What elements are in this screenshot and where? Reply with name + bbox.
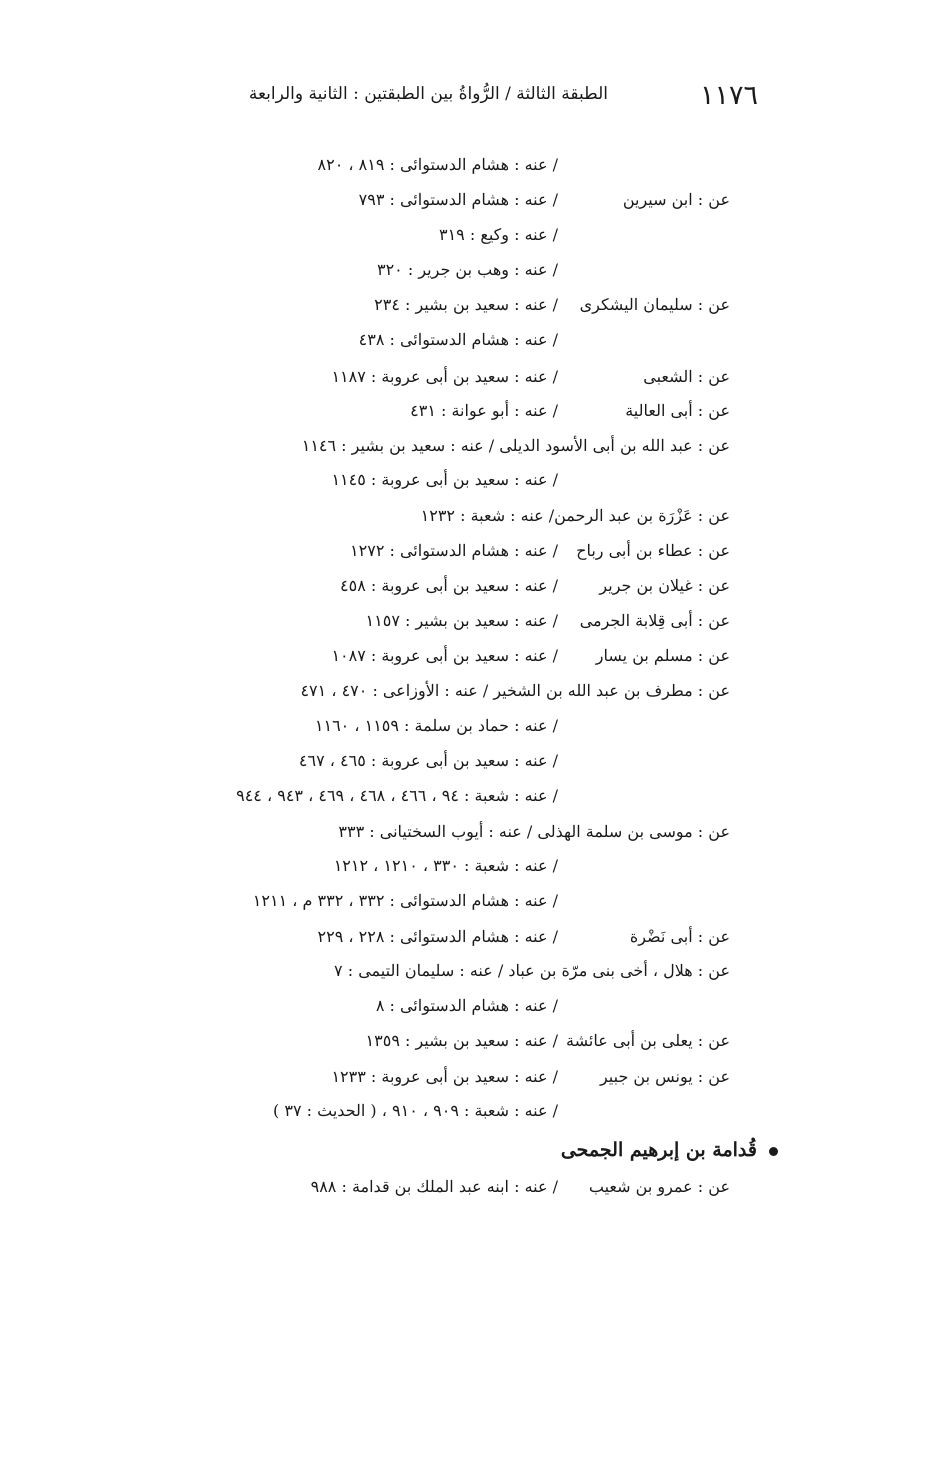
- narrator-to: / عنه : سعيد بن أبى عروبة : ١٢٣٣: [331, 1067, 558, 1086]
- narrator-full-line: عن : مطرف بن عبد الله بن الشخير / عنه : الأوزاعى : ٤٧٠ ، ٤٧١: [300, 681, 730, 700]
- list-item: [0, 886, 948, 916]
- list-item: [0, 431, 948, 461]
- narrator-full-line: عن : موسى بن سلمة الهذلى / عنه : أيوب السختيانى : ٣٣٣: [338, 822, 730, 841]
- narrator-full-line: عن : عبد الله بن أبى الأسود الديلى / عنه : سعيد بن بشير : ١١٤٦: [301, 436, 730, 455]
- narrator-to: / عنه : سعيد بن بشير : ٢٣٤: [374, 295, 558, 314]
- list-item: [0, 150, 948, 180]
- narrator-full-line: عن : هلال ، أخى بنى مرّة بن عباد / عنه : سليمان التيمى : ٧: [334, 961, 730, 980]
- narrator-to: / عنه : سعيد بن بشير : ١٣٥٩: [365, 1031, 558, 1050]
- list-item: [0, 781, 948, 811]
- narrator-to: / عنه : سعيد بن أبى عروبة : ١١٤٥: [331, 470, 558, 489]
- narrator-to: / عنه : هشام الدستوائى : ٨: [375, 996, 558, 1015]
- list-item: [0, 185, 948, 215]
- narrator-to: / عنه : سعيد بن أبى عروبة : ١٠٨٧: [331, 646, 558, 665]
- narrator-from: عن : أبى قِلابة الجرمى: [579, 611, 730, 630]
- narrator-from: عن : يونس بن جبير: [599, 1067, 730, 1086]
- list-item: [0, 536, 948, 566]
- list-item: [0, 746, 948, 776]
- narrator-from: عن : عطاء بن أبى رباح: [576, 541, 730, 560]
- narrator-to: / عنه : وهب بن جرير : ٣٢٠: [376, 260, 558, 279]
- narrator-from: عن : يعلى بن أبى عائشة: [566, 1031, 730, 1050]
- list-item: [0, 290, 948, 320]
- list-item: [0, 1172, 948, 1202]
- running-header: الطبقة الثالثة / الرُّواةُ بين الطبقتين : الثانية والرابعة: [248, 84, 608, 104]
- list-item: [0, 1026, 948, 1056]
- list-item: [0, 362, 948, 392]
- narrator-from: عن : عمرو بن شعيب: [588, 1177, 730, 1196]
- narrator-from: عن : الشعبى: [643, 367, 730, 386]
- list-item: [0, 922, 948, 952]
- narrator-to: / عنه : شعبة : ٣٣٠ ، ١٢١٠ ، ١٢١٢: [333, 856, 558, 875]
- narrator-from: عن : غيلان بن جرير: [599, 576, 730, 595]
- narrator-from: عن : سليمان اليشكرى: [579, 295, 730, 314]
- narrator-to: / عنه : سعيد بن بشير : ١١٥٧: [365, 611, 558, 630]
- list-item: [0, 501, 948, 531]
- narrator-to: / عنه : سعيد بن أبى عروبة : ٤٥٨: [340, 576, 558, 595]
- list-item: [0, 641, 948, 671]
- narrator-from: عن : ابن سيرين: [622, 190, 730, 209]
- list-item: [0, 851, 948, 881]
- list-item: [0, 571, 948, 601]
- narrator-to: / عنه : سعيد بن أبى عروبة : ١١٨٧: [331, 367, 558, 386]
- narrator-to: / عنه : ابنه عبد الملك بن قدامة : ٩٨٨: [310, 1177, 558, 1196]
- list-item: [0, 465, 948, 495]
- narrator-to: / عنه : حماد بن سلمة : ١١٥٩ ، ١١٦٠: [314, 716, 558, 735]
- narrator-to: / عنه : هشام الدستوائى : ٣٣٢ ، ٣٣٢ م ، ١٢١١: [252, 891, 558, 910]
- narrator-to: / عنه : هشام الدستوائى : ٢٢٨ ، ٢٢٩: [317, 927, 558, 946]
- narrator-to: / عنه : هشام الدستوائى : ٨١٩ ، ٨٢٠: [317, 155, 558, 174]
- list-item: [0, 1096, 948, 1126]
- narrator-to: / عنه : أبو عوانة : ٤٣١: [410, 401, 558, 420]
- list-item: [0, 255, 948, 285]
- list-item: [0, 325, 948, 355]
- list-item: [0, 396, 948, 426]
- narrator-full-line: عن : عَزْرَة بن عبد الرحمن/ عنه : شعبة : ١٢٣٢: [420, 506, 730, 525]
- list-item: [0, 220, 948, 250]
- narrator-to: / عنه : هشام الدستوائى : ٧٩٣: [358, 190, 558, 209]
- list-item: [0, 676, 948, 706]
- entry-heading: [561, 1133, 778, 1167]
- narrator-from: عن : مسلم بن يسار: [595, 646, 730, 665]
- narrator-from: عن : أبى نَضْرة: [629, 927, 730, 946]
- narrator-to: / عنه : هشام الدستوائى : ١٢٧٢: [350, 541, 558, 560]
- list-item: [0, 817, 948, 847]
- narrator-to: / عنه : شعبة : ٩٤ ، ٤٦٦ ، ٤٦٨ ، ٤٦٩ ، ٩٤٣ ، ٩٤٤: [236, 786, 558, 805]
- list-item: [0, 606, 948, 636]
- list-item: [0, 711, 948, 741]
- list-item: [0, 1062, 948, 1092]
- narrator-to: / عنه : شعبة : ٩٠٩ ، ٩١٠ ، ( الحديث : ٣٧ ): [273, 1101, 558, 1120]
- narrator-to: / عنه : سعيد بن أبى عروبة : ٤٦٥ ، ٤٦٧: [298, 751, 558, 770]
- list-item: [0, 956, 948, 986]
- narrator-to: / عنه : وكيع : ٣١٩: [438, 225, 558, 244]
- narrator-from: عن : أبى العالية: [625, 401, 730, 420]
- list-item: [0, 991, 948, 1021]
- page-number: ١١٧٦: [699, 80, 758, 111]
- narrator-to: / عنه : هشام الدستوائى : ٤٣٨: [358, 330, 558, 349]
- bullet-icon: [769, 1147, 778, 1156]
- entry-title: قُدامة بن إبرهيم الجمحى: [560, 1139, 757, 1161]
